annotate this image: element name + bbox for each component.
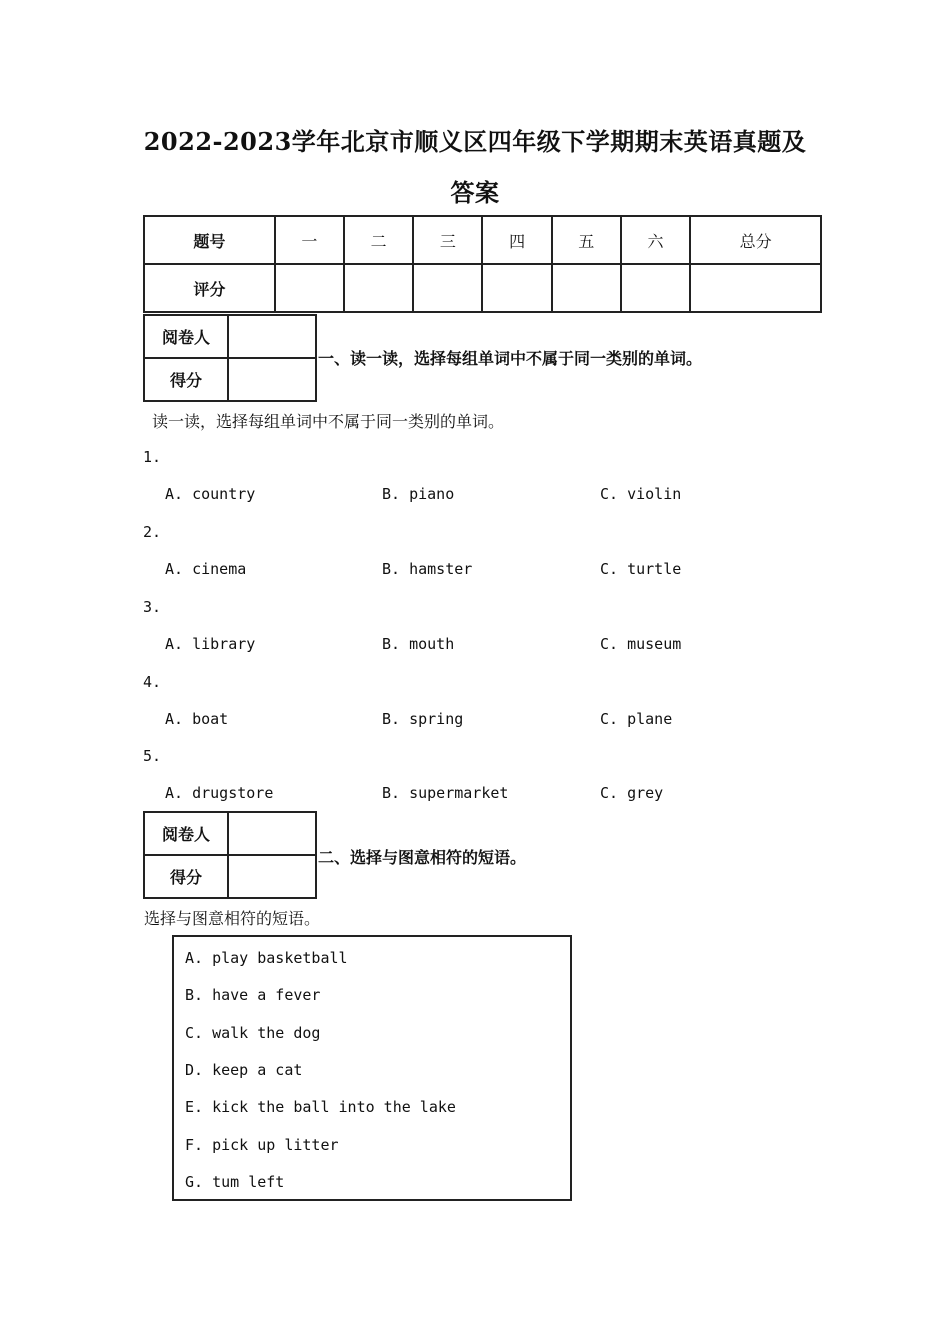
phrase-item: G. tum left [185,1173,285,1191]
reviewer-cell[interactable] [228,812,316,855]
phrase-item: D. keep a cat [185,1061,303,1079]
score-cell[interactable] [413,264,482,312]
option-b: B. hamster [382,560,473,578]
score-label: 得分 [144,855,228,898]
score-table-header-cell: 二 [344,216,413,264]
question-number: 3. [143,598,162,616]
score-table-header-cell: 三 [413,216,482,264]
score-table-header-cell: 总分 [690,216,821,264]
score-table-header-cell: 四 [482,216,551,264]
option-c: C. museum [600,635,682,653]
score-cell[interactable] [482,264,551,312]
score-cell[interactable] [552,264,621,312]
option-b: B. mouth [382,635,455,653]
score-table-header-cell: 一 [275,216,344,264]
score-label: 得分 [144,358,228,401]
page-title-line-2: 答案 [450,178,500,207]
score-cell[interactable] [344,264,413,312]
score-cell[interactable] [690,264,821,312]
score-cell[interactable] [621,264,690,312]
section-2-instruction: 选择与图意相符的短语。 [144,909,321,928]
score-entry-cell[interactable] [228,358,316,401]
page-title-line-1: 2022-2023学年北京市顺义区四年级下学期期末英语真题及 [143,127,807,156]
question-number: 4. [143,673,162,691]
phrase-item: E. kick the ball into the lake [185,1098,456,1116]
option-b: B. piano [382,485,455,503]
score-cell[interactable] [275,264,344,312]
reviewer-label: 阅卷人 [144,315,228,358]
phrase-item: C. walk the dog [185,1024,321,1042]
question-number: 1. [143,448,162,466]
option-a: A. boat [165,710,229,728]
option-c: C. plane [600,710,673,728]
option-a: A. library [165,635,256,653]
score-entry-cell[interactable] [228,855,316,898]
phrase-item: A. play basketball [185,949,348,967]
option-a: A. drugstore [165,784,274,802]
phrase-item: B. have a fever [185,986,321,1004]
option-a: A. country [165,485,256,503]
grader-box-section-1 [143,314,317,402]
section-2-title: 二、选择与图意相符的短语。 [318,848,527,867]
score-table-header-cell: 题号 [144,216,275,264]
reviewer-cell[interactable] [228,315,316,358]
score-table-header-row [144,216,821,264]
option-b: B. spring [382,710,464,728]
score-table-score-row [144,264,821,312]
score-row-label: 评分 [144,264,275,312]
option-c: C. grey [600,784,664,802]
section-1-instruction: 读一读，选择每组单词中不属于同一类别的单词。 [152,412,505,431]
option-a: A. cinema [165,560,247,578]
score-table-header-cell: 五 [552,216,621,264]
question-number: 2. [143,523,162,541]
grader-box-section-2 [143,811,317,899]
phrase-box [172,935,572,1201]
option-c: C. violin [600,485,682,503]
option-b: B. supermarket [382,784,509,802]
score-table-header-cell: 六 [621,216,690,264]
phrase-item: F. pick up litter [185,1136,339,1154]
question-number: 5. [143,747,162,765]
score-table [143,215,822,313]
section-1-title: 一、读一读，选择每组单词中不属于同一类别的单词。 [318,349,703,368]
reviewer-label: 阅卷人 [144,812,228,855]
option-c: C. turtle [600,560,682,578]
